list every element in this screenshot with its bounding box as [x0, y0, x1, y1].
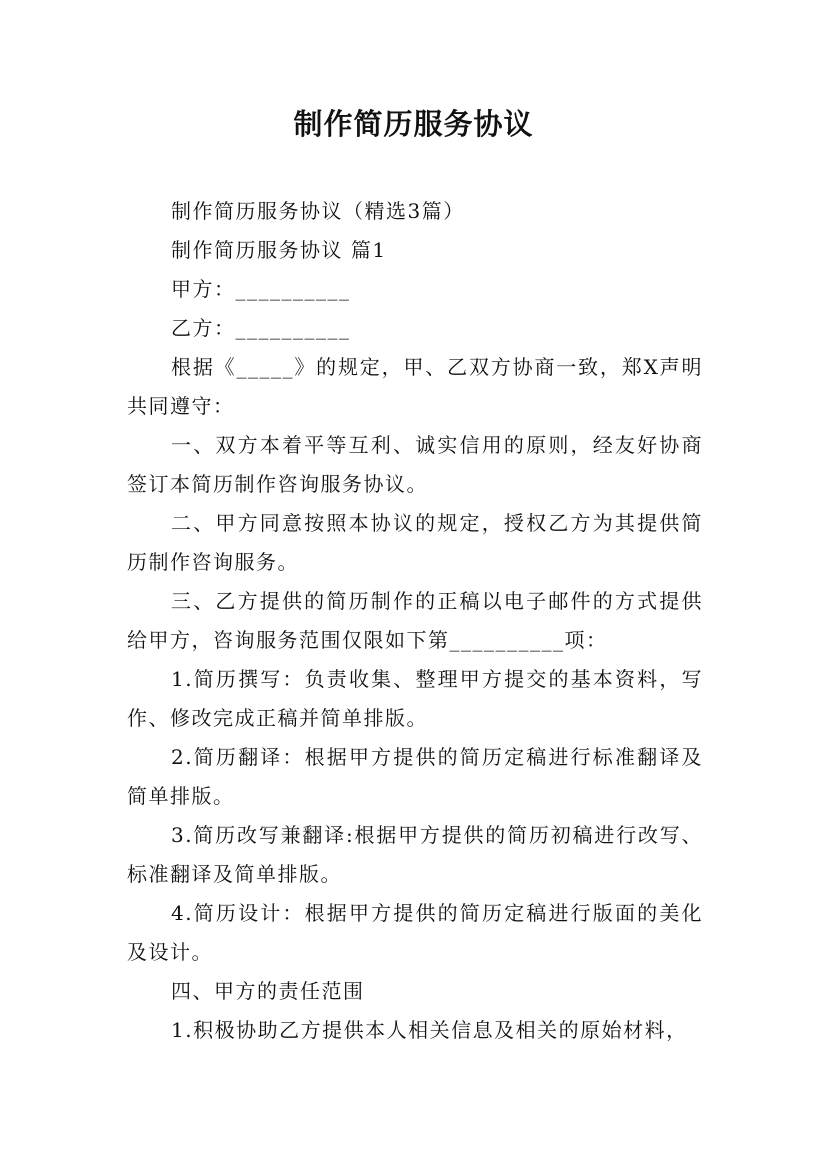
paragraph-section-heading: 制作简历服务协议 篇1: [171, 238, 387, 262]
paragraph-clause-1: 一、双方本着平等互利、诚实信用的原则，经友好协商签订本简历制作咨询服务协议。: [127, 433, 703, 496]
paragraph-item-3: 3.简历改写兼翻译:根据甲方提供的简历初稿进行改写、标准翻译及简单排版。: [127, 823, 703, 886]
paragraph-clause-2: 二、甲方同意按照本协议的规定，授权乙方为其提供简历制作咨询服务。: [127, 511, 703, 574]
paragraph-party-a: 甲方：__________: [171, 277, 351, 301]
document-title: 制作简历服务协议: [293, 107, 534, 141]
paragraph-clause-3: 三、乙方提供的简历制作的正稿以电子邮件的方式提供给甲方，咨询服务范围仅限如下第__________项：: [127, 589, 703, 652]
paragraph-clause-4-item-1: 1.积极协助乙方提供本人相关信息及相关的原始材料，: [171, 1018, 688, 1042]
paragraph-clause-4: 四、甲方的责任范围: [171, 979, 365, 1003]
document-body: [127, 192, 703, 1050]
paragraph-subtitle: 制作简历服务协议（精选3篇）: [171, 199, 465, 223]
paragraph-item-4: 4.简历设计：根据甲方提供的简历定稿进行版面的美化及设计。: [127, 901, 703, 964]
paragraph-party-b: 乙方：__________: [171, 316, 351, 340]
paragraph-preamble: 根据《_____》的规定，甲、乙双方协商一致，郑X声明共同遵守：: [127, 355, 703, 418]
paragraph-item-1: 1.简历撰写：负责收集、整理甲方提交的基本资料，写作、修改完成正稿并简单排版。: [127, 667, 703, 730]
paragraph-item-2: 2.简历翻译：根据甲方提供的简历定稿进行标准翻译及简单排版。: [127, 745, 703, 808]
